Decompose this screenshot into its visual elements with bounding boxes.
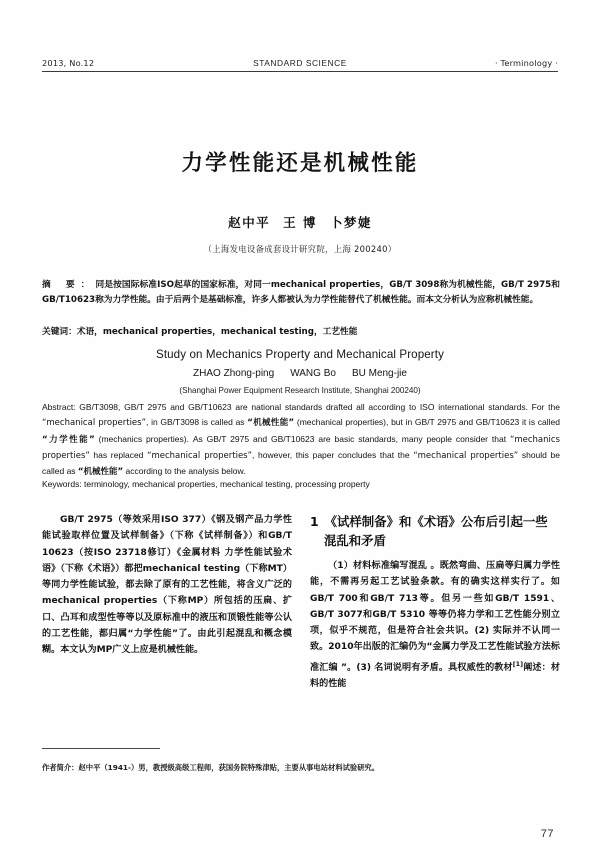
author-cn-1: 赵中平	[228, 215, 271, 230]
page-title-cn: 力学性能还是机械性能	[181, 151, 419, 176]
right-paragraph-text-a: （1）材料标准编写混乱 。既然弯曲、压扁等归属力学性能，不需再另起工艺试验条款。有的确实这样实行了。如GB/T 700和GB/T 713等。但另一些如GB/T 1591、GB/T 3077和GB/T 5310 等等仍将力学和工艺性能分别立项，似乎不规范，但是符合社会共识。(2) 实际并不认同一致。2010年出版的汇编仍为“金属力学及工艺性能试验方法标准汇编 ”。(3) 名词说明有矛盾。具权威性的教材	[310, 561, 560, 673]
abstract-en-part8: according to the analysis below.	[123, 466, 246, 477]
abstract-en-part6: , however, this paper concludes that the	[252, 449, 414, 460]
abstract-en-quote6: “mechanical properties”	[413, 450, 519, 461]
abstract-en-quote4: “mechanics properties”	[42, 434, 560, 461]
author-cn-2: 王 博	[283, 215, 317, 230]
abstract-en-part4: (mechanics properties). As GB/T 2975 and GB/T10623 are basic standards, many people consider that	[94, 433, 510, 444]
reference-marker: [1]	[512, 659, 524, 668]
right-column	[310, 512, 560, 727]
abstract-cn-text: 同是按国际标准ISO起草的国家标准，对同一mechanical properties，GB/T 3098称为机械性能，GB/T 2975和GB/T10623称为力学性能。由于后两个是基础标准，许多人都被认为力学性能替代了机械性能。而本文分析认为应称机械性能。	[42, 280, 560, 306]
author-en-3: BU Meng-jie	[351, 368, 407, 379]
left-column	[42, 512, 292, 727]
right-column-paragraph-1	[310, 558, 560, 692]
abstract-cn	[42, 278, 560, 308]
author-cn-3: 卜梦婕	[329, 215, 372, 230]
footnote-rule	[42, 748, 160, 749]
right-paragraph-text-b: 阐述：材料的性能	[310, 662, 560, 690]
affiliation-en: (Shanghai Power Equipment Research Institute, Shanghai 200240)	[179, 386, 421, 395]
keywords-en: Keywords: terminology, mechanical properties, mechanical testing, processing property	[42, 479, 370, 489]
abstract-en-quote7: “机械性能”	[77, 467, 124, 478]
abstract-en	[42, 400, 560, 480]
running-head-issue: 2013, No.12	[42, 58, 95, 68]
keywords-cn: 关键词：术语，mechanical properties，mechanical testing，工艺性能	[42, 327, 358, 337]
authors-en	[0, 368, 600, 379]
section-title: 《试样制备》和《术语》公布后引起一些混乱和矛盾	[324, 514, 548, 548]
abstract-en-part7: should be called as	[42, 449, 560, 477]
abstract-en-part3: (mechanical properties), but in GB/T 2975 and GB/T10623 it is called	[294, 417, 560, 428]
running-head-journal: STANDARD SCIENCE	[253, 58, 347, 68]
abstract-en-quote1: “mechanical properties”	[42, 418, 146, 429]
abstract-en-quote5: “mechanical properties”	[147, 450, 253, 461]
affiliation-cn: （上海发电设备成套设计研究院，上海 200240）	[203, 244, 397, 254]
footnote-author-bio: 作者简介：赵中平（1941-）男，教授级高级工程师，获国务院特殊津贴，主要从事电站材料试验研究。	[42, 763, 380, 772]
section-number: 1	[310, 514, 319, 529]
authors-cn	[0, 212, 600, 231]
running-head-section: · Terminology ·	[494, 58, 558, 68]
running-head	[42, 58, 558, 72]
left-column-paragraph-1: GB/T 2975（等效采用ISO 377）《钢及钢产品力学性能试验取样位置及试样制备》（下称《试样制备》）和GB/T 10623（按ISO 23718修订）《金属材料 力学性能试验术语》（下称《术语》）都把mechanical testing（下称MT）等同力学性能试验，都去除了原有的工艺性能，将含义广泛的mechanical properties（下称MP）所包括的压扁、扩口、凸耳和成型性等等以及原标准中的液压和顶锻性能等公认的工艺性能，都归属“力学性能”了。由此引起混乱和概念模糊。本文认为MP广义上应是机械性能。	[42, 515, 292, 656]
author-en-2: WANG Bo	[290, 368, 336, 379]
abstract-en-label: Abstract:	[42, 402, 76, 412]
section-heading-1	[310, 512, 560, 550]
body-columns	[42, 512, 560, 727]
abstract-en-part2: , in GB/T3098 is called as	[146, 417, 248, 428]
abstract-en-quote3: “力学性能”	[42, 434, 95, 445]
author-en-1: ZHAO Zhong-ping	[193, 368, 275, 379]
abstract-cn-label: 摘 要：	[42, 280, 96, 290]
abstract-en-part5: has replaced	[89, 449, 148, 460]
abstract-en-quote2: “机械性能”	[247, 418, 295, 429]
page-number: 77	[540, 828, 554, 840]
abstract-en-part1: GB/T3098, GB/T 2975 and GB/T10623 are national standards drafted all according to ISO international standards. For the	[75, 402, 560, 412]
page-title-en: Study on Mechanics Property and Mechanical Property	[155, 348, 444, 361]
